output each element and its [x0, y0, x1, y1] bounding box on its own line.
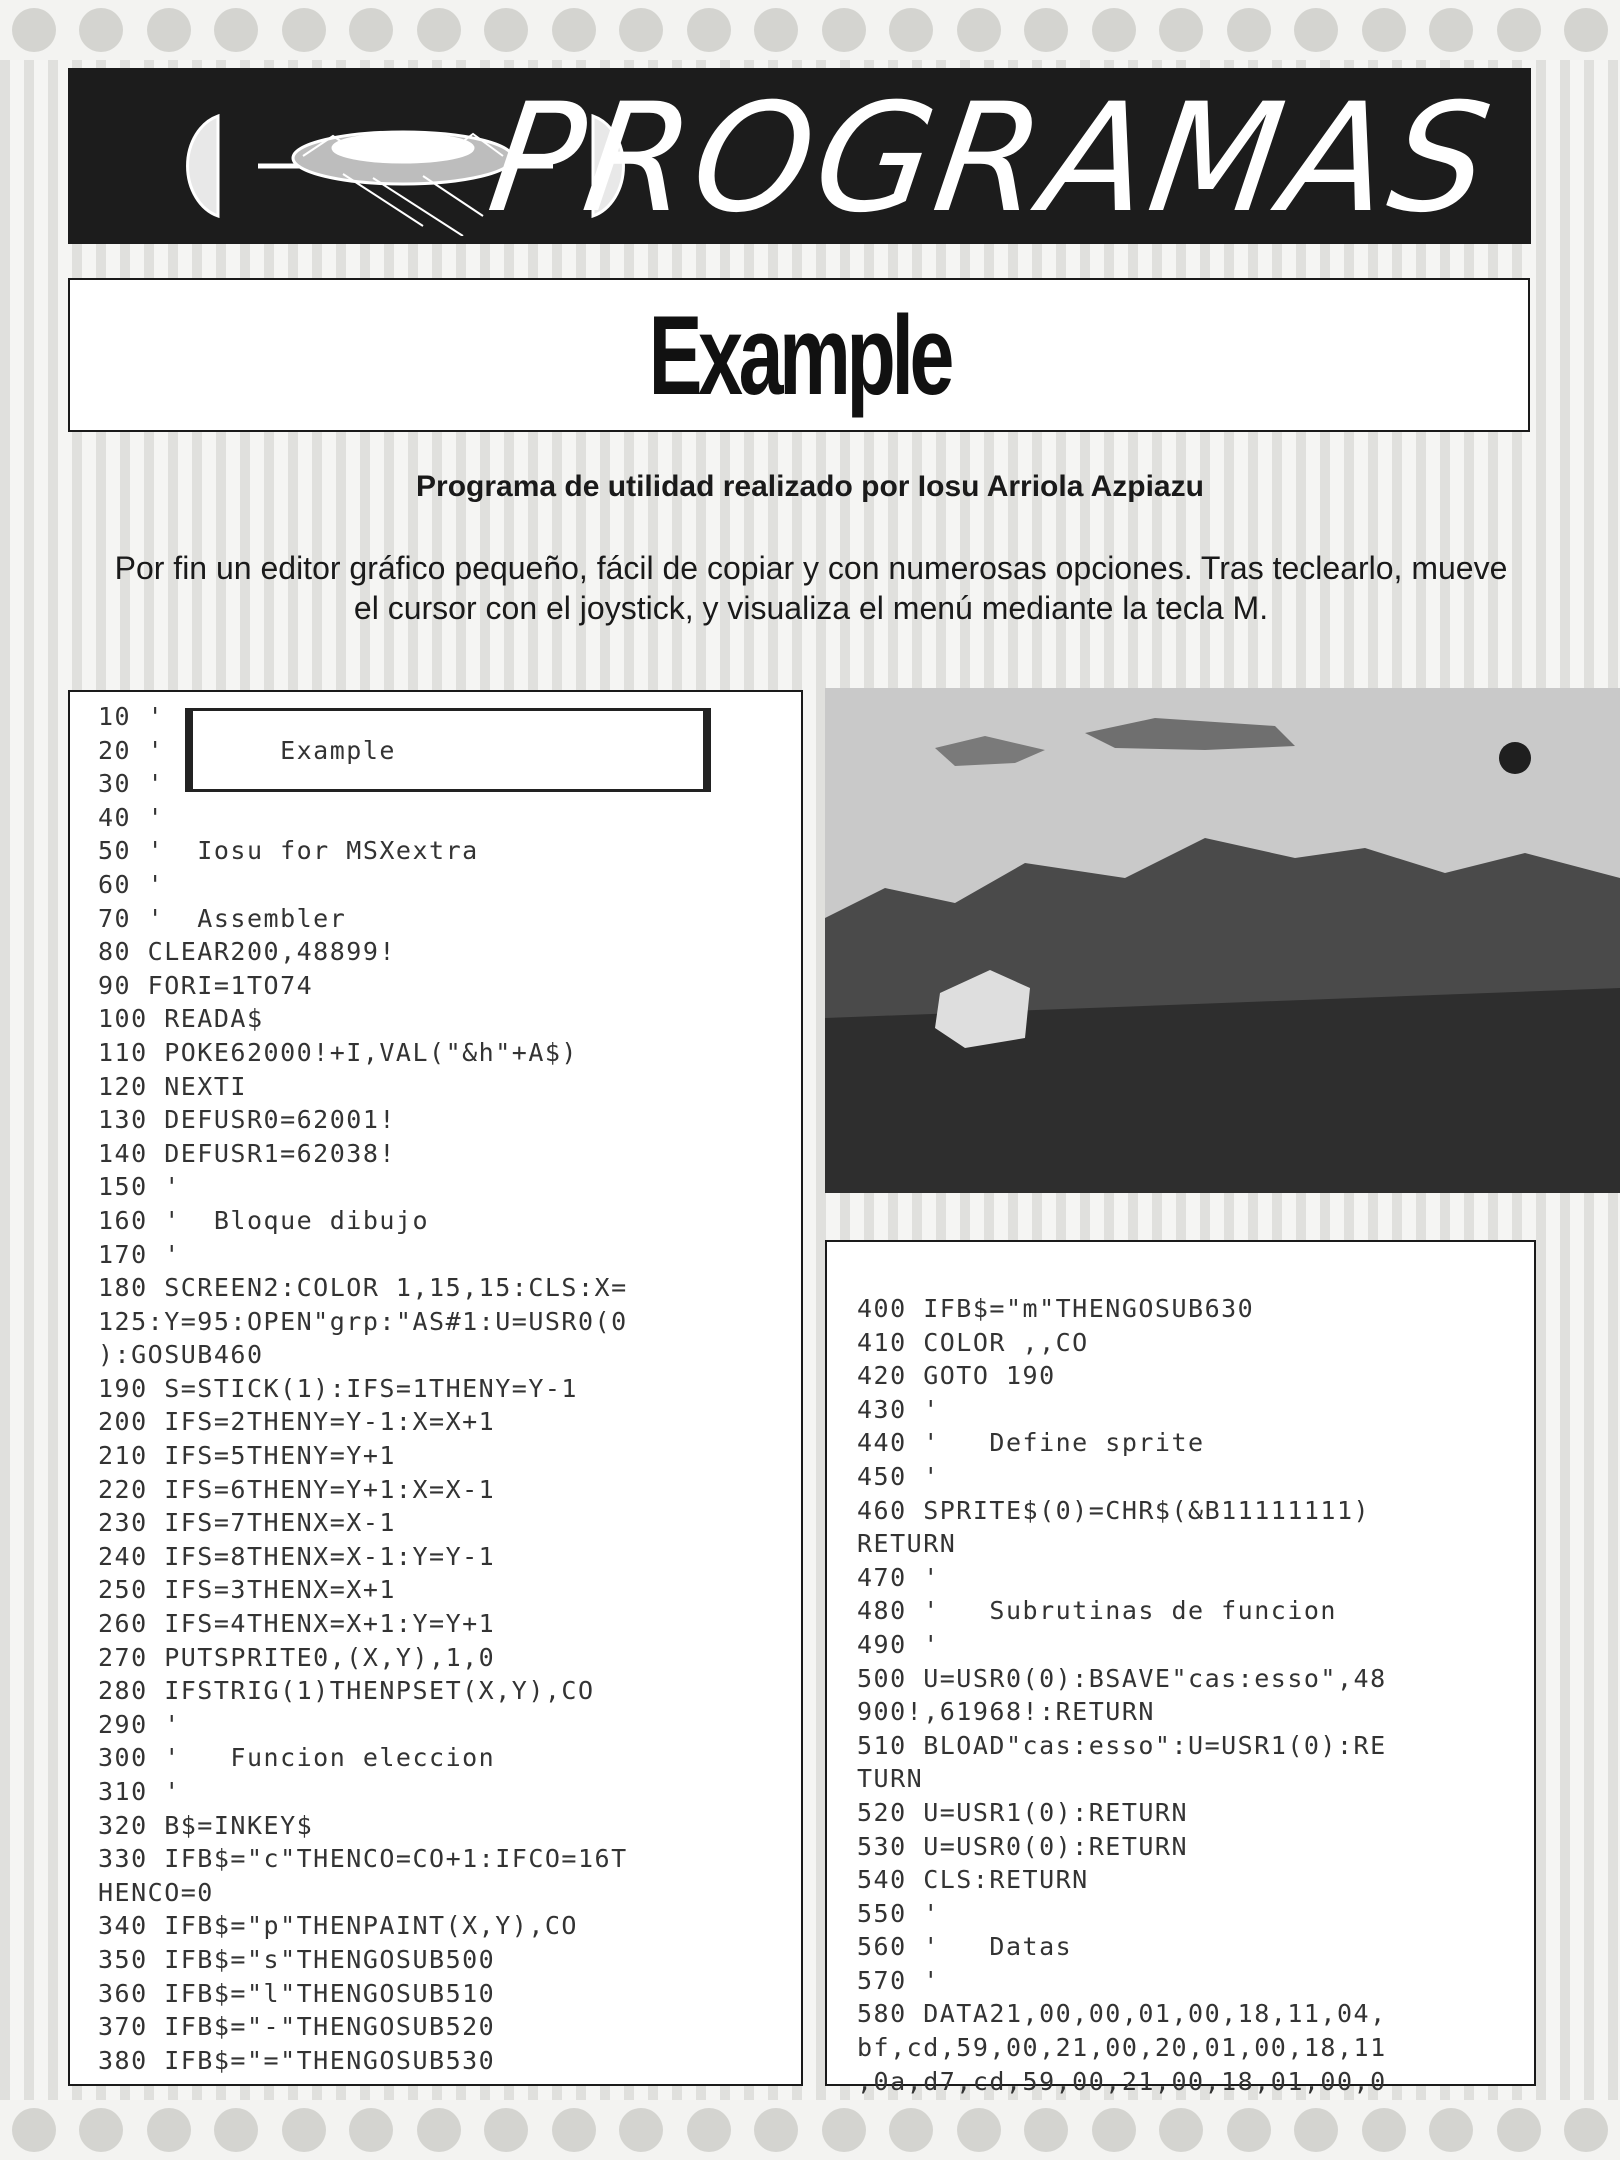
- article-intro: [66, 548, 1556, 628]
- code-line: 470 ': [857, 1562, 940, 1592]
- code-line: 460 SPRITE$(0)=CHR$(&B11111111): [857, 1495, 1371, 1525]
- code-line: 30 ': [98, 769, 165, 799]
- code-line: 200 IFS=2THENY=Y-1:X=X+1: [98, 1407, 496, 1437]
- code-line: 10 ': [98, 702, 165, 731]
- code-line: 500 U=USR0(0):BSAVE"cas:esso",48: [857, 1663, 1387, 1693]
- top-perforation: [0, 0, 1620, 60]
- code-line: 550 ': [857, 1898, 940, 1928]
- code-line: 380 IFB$="="THENGOSUB530: [98, 2045, 496, 2075]
- code-line: 250 IFS=3THENX=X+1: [98, 1575, 396, 1605]
- code-line: 260 IFS=4THENX=X+1:Y=Y+1: [98, 1609, 496, 1639]
- code-line: 480 ' Subrutinas de funcion: [857, 1596, 1337, 1626]
- code-line: 370 IFB$="-"THENGOSUB520: [98, 2012, 496, 2042]
- screen-image: [825, 688, 1620, 1193]
- code-line: 340 IFB$="p"THENPAINT(X,Y),CO: [98, 1911, 578, 1941]
- code-lines-right: [857, 1292, 1526, 2098]
- code-line: 530 U=USR0(0):RETURN: [857, 1831, 1189, 1861]
- code-line: 160 ' Bloque dibujo: [98, 1205, 430, 1235]
- code-line: 20 ' Example: [98, 735, 396, 765]
- code-line: 330 IFB$="c"THENCO=CO+1:IFCO=16T: [98, 1844, 628, 1874]
- banner-title: PROGRAMAS: [479, 72, 1504, 246]
- code-line: 400 IFB$="m"THENGOSUB630: [857, 1294, 1255, 1323]
- code-line: 80 CLEAR200,48899!: [98, 937, 396, 967]
- code-line: 110 POKE62000!+I,VAL("&h"+A$): [98, 1037, 578, 1067]
- code-line: 280 IFSTRIG(1)THENPSET(X,Y),CO: [98, 1676, 595, 1706]
- code-line: 230 IFS=7THENX=X-1: [98, 1508, 396, 1538]
- code-line: 360 IFB$="l"THENGOSUB510: [98, 1978, 496, 2008]
- code-line: bf,cd,59,00,21,00,20,01,00,18,11: [857, 2033, 1387, 2063]
- intro-line: Por fin un editor gráfico pequeño, fácil de copiar y con numerosas opciones. Tras teclearlo, mueve: [114, 550, 1508, 586]
- code-line: 90 FORI=1TO74: [98, 970, 314, 1000]
- code-line: TURN: [857, 1764, 924, 1794]
- code-line: 170 ': [98, 1239, 181, 1269]
- code-listing-left: [68, 690, 803, 2086]
- code-line: RETURN: [857, 1529, 957, 1559]
- code-line: 180 SCREEN2:COLOR 1,15,15:CLS:X=: [98, 1273, 628, 1303]
- section-banner: [68, 68, 1531, 244]
- code-line: 150 ': [98, 1172, 181, 1202]
- code-line: 520 U=USR1(0):RETURN: [857, 1797, 1189, 1827]
- code-line: 290 ': [98, 1709, 181, 1739]
- title-box: [68, 278, 1530, 432]
- code-line: 270 PUTSPRITE0,(X,Y),1,0: [98, 1642, 496, 1672]
- code-line: 220 IFS=6THENY=Y+1:X=X-1: [98, 1474, 496, 1504]
- code-line: 40 ': [98, 802, 165, 832]
- code-line: 450 ': [857, 1461, 940, 1491]
- code-line: 900!,61968!:RETURN: [857, 1697, 1155, 1727]
- code-line: 430 ': [857, 1394, 940, 1424]
- code-line: 70 ' Assembler: [98, 903, 347, 933]
- code-line: 60 ': [98, 869, 165, 899]
- code-line: 580 DATA21,00,00,01,00,18,11,04,: [857, 1999, 1387, 2029]
- article-title: Example: [648, 292, 950, 418]
- code-line: 310 ': [98, 1777, 181, 1806]
- code-line: 420 GOTO 190: [857, 1361, 1056, 1391]
- code-line: 190 S=STICK(1):IFS=1THENY=Y-1: [98, 1373, 578, 1403]
- code-line: 240 IFS=8THENX=X-1:Y=Y-1: [98, 1541, 496, 1571]
- code-line: 320 B$=INKEY$: [98, 1810, 314, 1840]
- code-line: 510 BLOAD"cas:esso":U=USR1(0):RE: [857, 1730, 1387, 1760]
- code-line: 100 READA$: [98, 1004, 264, 1034]
- code-lines-left: [98, 700, 793, 2077]
- code-listing-right: [825, 1240, 1536, 2096]
- code-line: 410 COLOR ,,CO: [857, 1327, 1089, 1357]
- code-line: 490 ': [857, 1629, 940, 1659]
- code-line: 50 ' Iosu for MSXextra: [98, 836, 479, 866]
- code-line: 350 IFB$="s"THENGOSUB500: [98, 1944, 496, 1974]
- code-line: 210 IFS=5THENY=Y+1: [98, 1441, 396, 1471]
- code-line: 300 ' Funcion eleccion: [98, 1743, 496, 1773]
- code-line: 125:Y=95:OPEN"grp:"AS#1:U=USR0(0: [98, 1306, 628, 1336]
- code-line: ):GOSUB460: [98, 1340, 264, 1370]
- code-line: 540 CLS:RETURN: [857, 1865, 1089, 1895]
- code-line: HENCO=0: [98, 1877, 214, 1907]
- code-line: ,0a,d7,cd,59,00,21,00,18,01,00,0: [857, 2066, 1387, 2096]
- code-line: 130 DEFUSR0=62001!: [98, 1105, 396, 1135]
- code-line: 570 ': [857, 1965, 940, 1995]
- intro-line: el cursor con el joystick, y visualiza el menú mediante la tecla M.: [353, 590, 1269, 626]
- code-line: 120 NEXTI: [98, 1071, 247, 1101]
- code-line: 560 ' Datas: [857, 1932, 1073, 1962]
- bottom-perforation: [0, 2100, 1620, 2160]
- program-screenshot: [825, 688, 1620, 1193]
- article-subtitle: Programa de utilidad realizado por Iosu Arriola Azpiazu: [416, 470, 1204, 503]
- code-line: 440 ' Define sprite: [857, 1428, 1205, 1458]
- code-line: 140 DEFUSR1=62038!: [98, 1138, 396, 1168]
